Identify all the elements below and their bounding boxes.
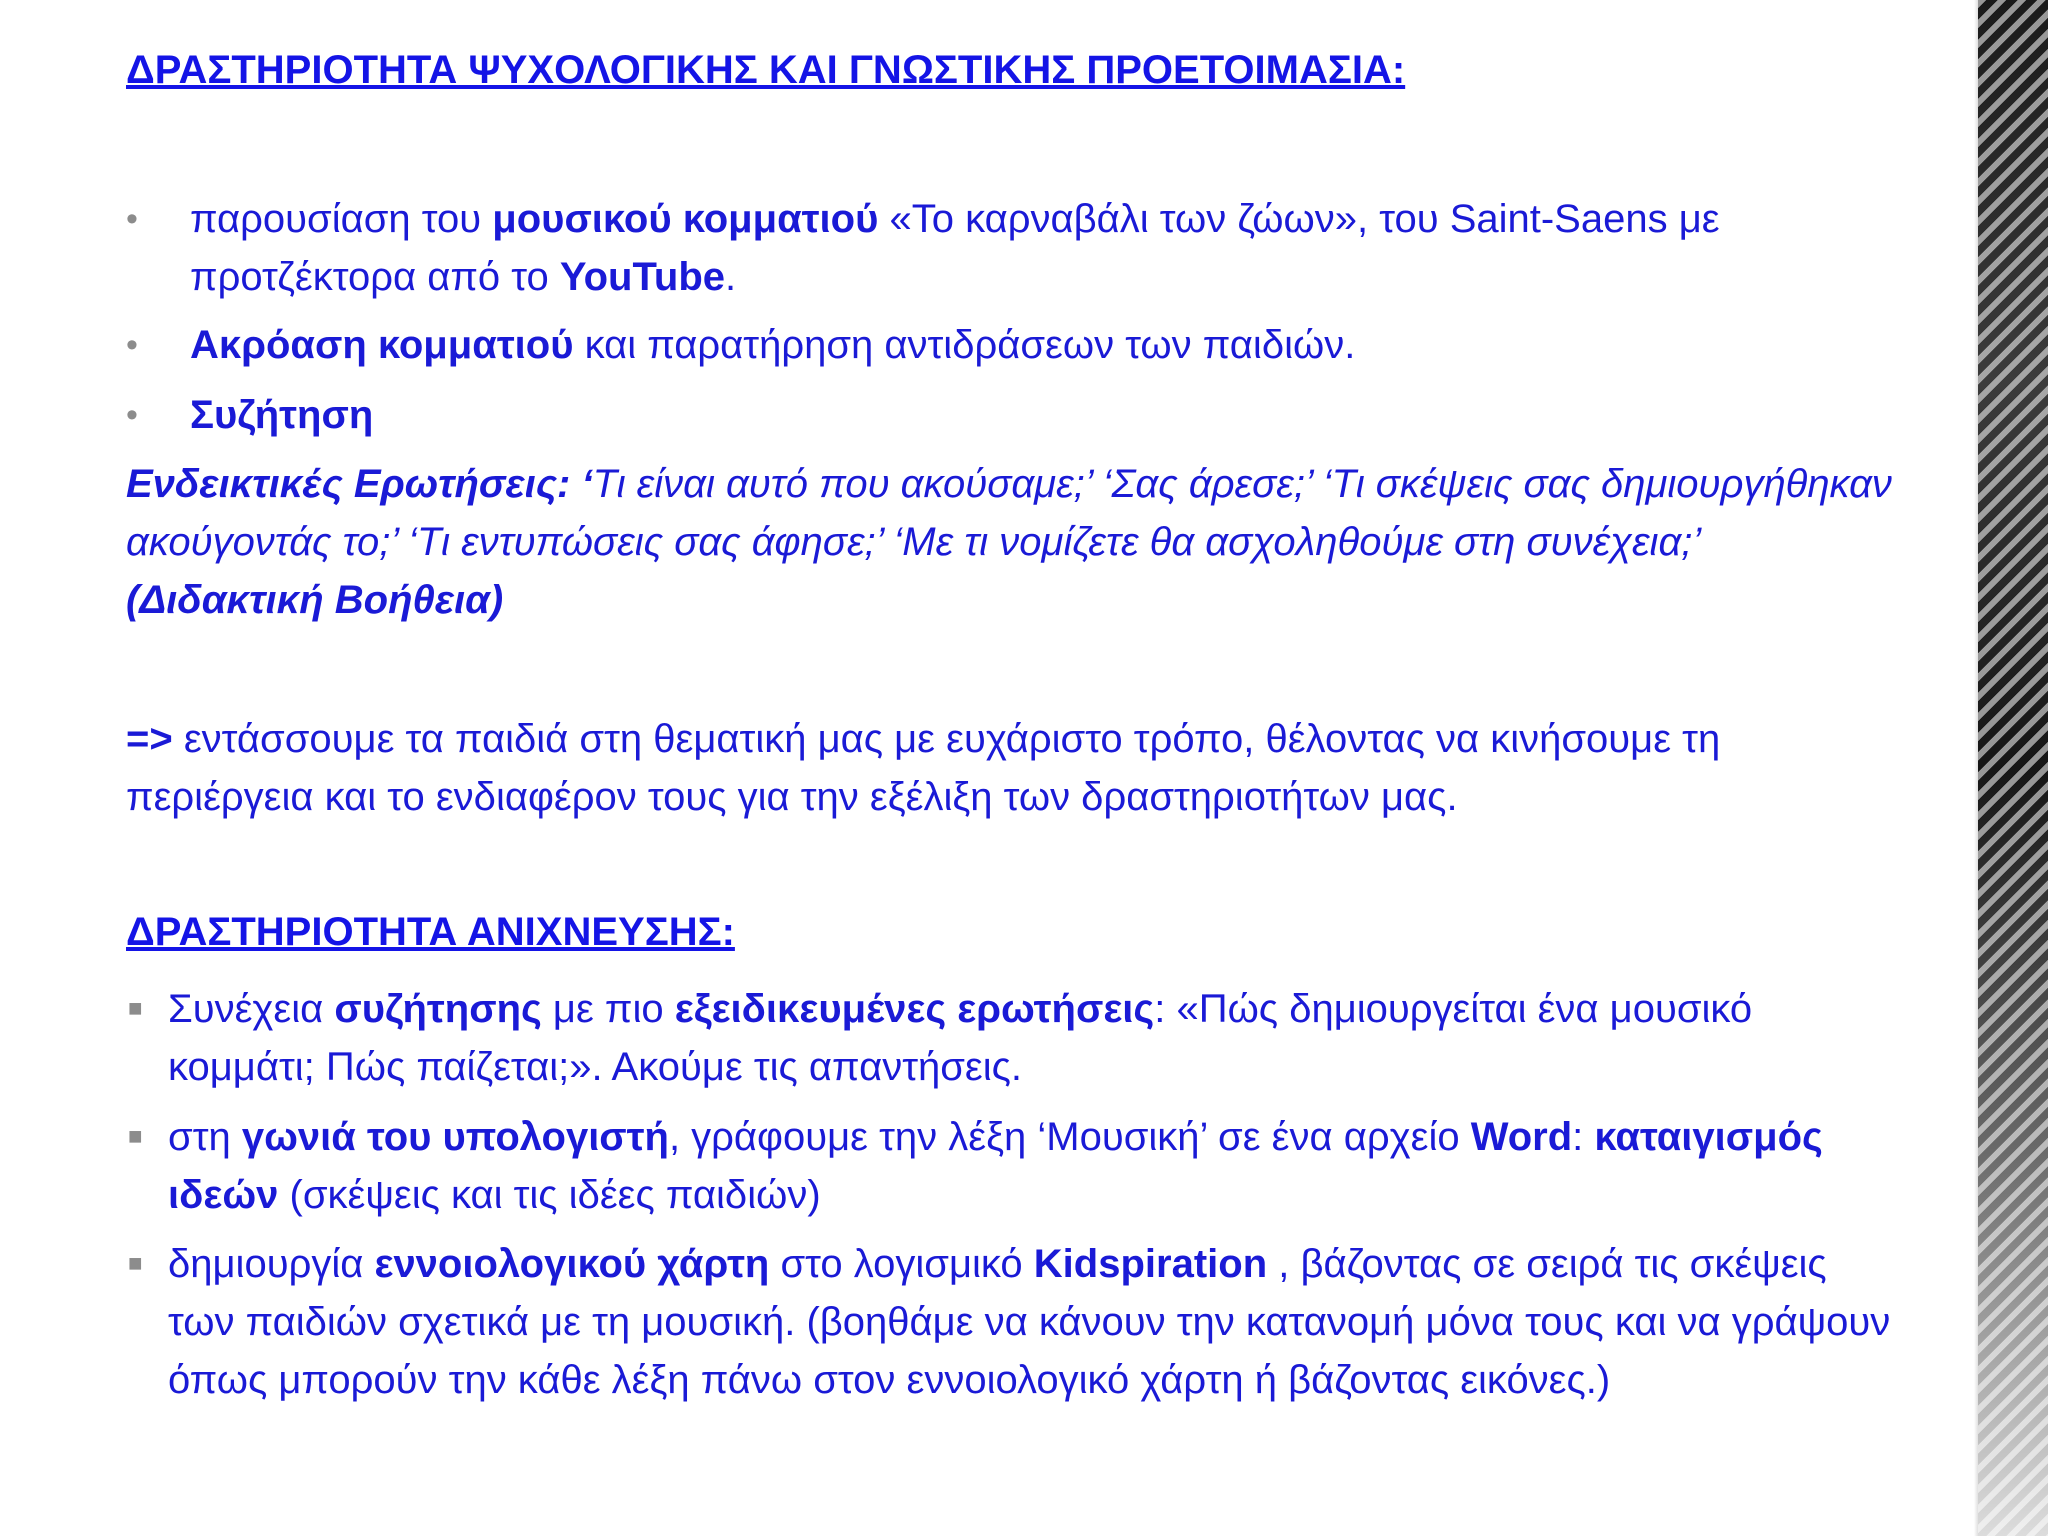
square-bullet-icon: ■ bbox=[128, 1123, 143, 1150]
bullet-dot-icon: • bbox=[126, 396, 138, 434]
bullet-dot-icon: • bbox=[126, 326, 138, 364]
heading-detection-activity: ΔΡΑΣΤΗΡΙΟΤΗΤΑ ΑΝΙΧΝΕΥΣΗΣ: bbox=[126, 910, 735, 954]
bullet-text: παρουσίαση του μουσικού κομματιού «Το καρναβάλι των ζώων», του Saint-Saens με προτζέκτορα από το YouTube. bbox=[190, 197, 1720, 299]
decorative-side-border bbox=[1978, 0, 2048, 1536]
square-bullet-icon: ■ bbox=[128, 995, 143, 1022]
square-bullet-item-discussion bbox=[126, 980, 1896, 1096]
bullet-text: Ακρόαση κομματιού και παρατήρηση αντιδράσεων των παιδιών. bbox=[190, 323, 1356, 367]
bullet-item-listening bbox=[126, 316, 1896, 374]
bullet-text: Συνέχεια συζήτησης με πιο εξειδικευμένες ερωτήσεις: «Πώς δημιουργείται ένα μουσικό κομμάτι; Πώς παίζεται;». Ακούμε τις απαντήσεις. bbox=[168, 987, 1753, 1089]
bullet-text: Συζήτηση bbox=[190, 393, 374, 437]
bullet-item-presentation bbox=[126, 190, 1896, 306]
heading-preparation-activity: ΔΡΑΣΤΗΡΙΟΤΗΤΑ ΨΥΧΟΛΟΓΙΚΗΣ ΚΑΙ ΓΝΩΣΤΙΚΗΣ ΠΡΟΕΤΟΙΜΑΣΙΑ: bbox=[126, 48, 1406, 92]
bullet-item-discussion bbox=[126, 386, 1896, 444]
bullet-text: δημιουργία εννοιολογικού χάρτη στο λογισμικό Kidspiration , βάζοντας σε σειρά τις σκέψεις των παιδιών σχετικά με τη μουσική. (βοηθάμε να κάνουν την κατανομή μόνα τους και να γράψουν όπως μπορούν την κάθε λέξη πάνω στον εννοιολογικό χάρτη ή βάζοντας εικόνες.) bbox=[168, 1242, 1891, 1402]
bullet-dot-icon: • bbox=[126, 200, 138, 238]
conclusion-paragraph: => εντάσσουμε τα παιδιά στη θεματική μας με ευχάριστο τρόπο, θέλοντας να κινήσουμε τη περιέργεια και το ενδιαφέρον τους για την εξέλιξη των δραστηριοτήτων μας. bbox=[126, 717, 1721, 819]
square-bullet-item-concept-map bbox=[126, 1235, 1896, 1409]
square-bullet-item-computer-corner bbox=[126, 1108, 1896, 1224]
square-bullet-icon: ■ bbox=[128, 1250, 143, 1277]
bullet-text: στη γωνιά του υπολογιστή, γράφουμε την λέξη ‘Μουσική’ σε ένα αρχείο Word: καταιγισμός ιδεών (σκέψεις και τις ιδέες παιδιών) bbox=[168, 1115, 1823, 1217]
slide-content bbox=[126, 0, 1896, 1536]
indicative-questions-paragraph: Ενδεικτικές Ερωτήσεις: ‘Τι είναι αυτό που ακούσαμε;’ ‘Σας άρεσε;’ ‘Τι σκέψεις σας δημιουργήθηκαν ακούγοντάς το;’ ‘Τι εντυπώσεις σας άφησε;’ ‘Με τι νομίζετε θα ασχοληθούμε στη συνέχεια;’ (Διδακτική Βοήθεια) bbox=[126, 462, 1892, 622]
